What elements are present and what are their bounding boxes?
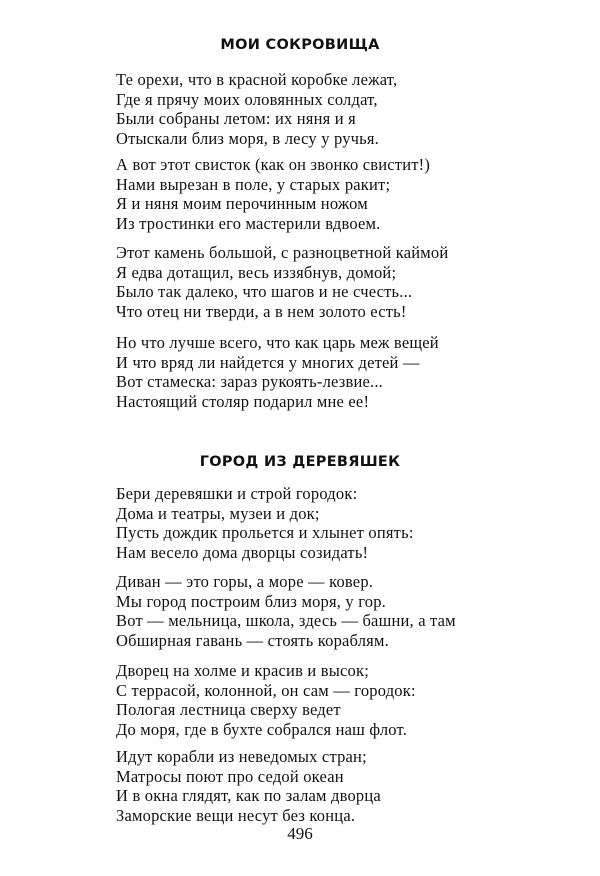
stanza: [116, 747, 381, 825]
poem-title: МОИ СОКРОВИЩА: [220, 37, 380, 53]
verse-line: Вот — мельница, школа, здесь — башни, а там: [116, 611, 456, 630]
verse-line: Заморские вещи несут без конца.: [116, 805, 356, 825]
verse-line: Дома и театры, музеи и док;: [116, 503, 320, 523]
verse-line: Нам весело дома дворцы созидать!: [116, 542, 369, 562]
verse-line: Обширная гавань — стоять кораблям.: [116, 630, 389, 650]
verse-line: Те орехи, что в красной коробке лежат,: [116, 70, 398, 89]
verse-line: Отыскали близ моря, в лесу у ручья.: [116, 128, 379, 148]
verse-line: Вот стамеска: зараз рукоять-лезвие...: [116, 372, 384, 391]
stanza: [116, 484, 414, 562]
stanza: [116, 333, 439, 411]
stanza: [116, 661, 416, 739]
verse-line: И что вряд ли найдется у многих детей —: [116, 352, 420, 372]
verse-line: Где я прячу моих оловянных солдат,: [116, 89, 378, 109]
verse-line: Матросы поют про седой океан: [116, 766, 344, 786]
verse-line: Настоящий столяр подарил мне ее!: [116, 391, 370, 411]
verse-line: Что отец ни тверди, а в нем золото есть!: [116, 301, 407, 321]
verse-line: Пологая лестница сверху ведет: [116, 700, 341, 719]
verse-line: С террасой, колонной, он сам — городок:: [116, 680, 416, 700]
verse-line: Мы город построим близ моря, у гор.: [116, 591, 386, 611]
verse-line: Пусть дождик прольется и хлынет опять:: [116, 523, 414, 542]
verse-line: Я едва дотащил, весь иззябнув, домой;: [116, 262, 397, 282]
verse-line: Я и няня моим перочинным ножом: [116, 194, 368, 213]
verse-line: До моря, где в бухте собрался наш флот.: [116, 719, 408, 739]
verse-line: Этот камень большой, с разноцветной каймой: [116, 243, 449, 262]
verse-line: Бери деревяшки и строй городок:: [116, 484, 358, 503]
verse-line: Нами вырезан в поле, у старых ракит;: [116, 174, 391, 194]
verse-line: Были собраны летом: их няня и я: [116, 109, 356, 128]
verse-line: Дворец на холме и красив и высок;: [116, 661, 369, 680]
stanza: [116, 70, 397, 148]
verse-line: И в окна глядят, как по залам дворца: [116, 786, 381, 805]
verse-line: А вот этот свисток (как он звонко свистит!): [116, 155, 431, 174]
page-number: 496: [287, 824, 313, 843]
verse-line: Было так далеко, что шагов и не счесть...: [116, 282, 413, 301]
verse-line: Идут корабли из неведомых стран;: [116, 747, 367, 766]
stanza: [116, 572, 456, 650]
poem-title: ГОРОД ИЗ ДЕРЕВЯШЕК: [199, 454, 401, 470]
stanza: [116, 155, 430, 233]
stanza: [116, 243, 448, 321]
verse-line: Диван — это горы, а море — ковер.: [116, 572, 374, 591]
verse-line: Но что лучше всего, что как царь меж вещей: [116, 333, 439, 352]
verse-line: Из тростинки его мастерили вдвоем.: [116, 213, 381, 233]
